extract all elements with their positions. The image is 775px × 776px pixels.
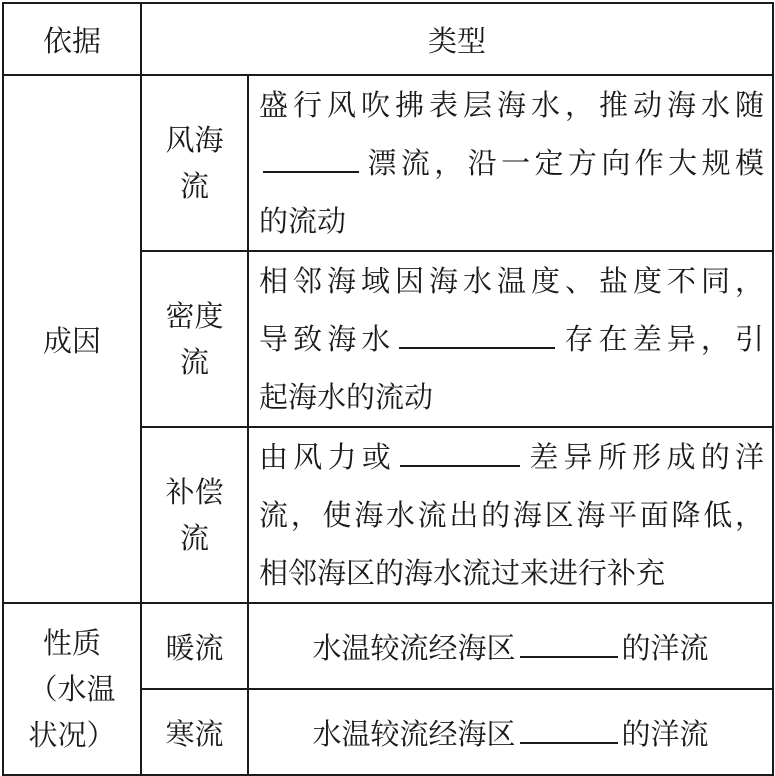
answer-blank[interactable] [400, 435, 520, 467]
wind-current-name: 风海 流 [141, 75, 248, 251]
answer-blank[interactable] [520, 626, 618, 658]
ocean-current-table [2, 2, 774, 776]
cold-current-desc: 水温较流经海区 的洋流 [248, 689, 773, 775]
density-current-name: 密度 流 [141, 251, 248, 427]
compensation-current-desc: 由风力或 差异所形成的洋 流，使海水流出的海区海平面降低， 相邻海区的海水流过来进行补充 [248, 427, 773, 603]
wind-current-desc: 盛行风吹拂表层海水，推动海水随 漂流，沿一定方向作大规模 的流动 [248, 75, 773, 251]
nature-label: 性质 （水温 状况） [3, 603, 141, 775]
answer-blank[interactable] [263, 141, 359, 173]
cause-label: 成因 [3, 75, 141, 603]
answer-blank[interactable] [520, 712, 618, 744]
compensation-current-name: 补偿 流 [141, 427, 248, 603]
density-current-desc: 相邻海域因海水温度、盐度不同， 导致海水 存在差异，引 起海水的流动 [248, 251, 773, 427]
header-type: 类型 [141, 3, 773, 75]
warm-current-name: 暖流 [141, 603, 248, 689]
warm-current-desc: 水温较流经海区 的洋流 [248, 603, 773, 689]
answer-blank[interactable] [399, 317, 555, 349]
header-basis: 依据 [3, 3, 141, 75]
cold-current-name: 寒流 [141, 689, 248, 775]
